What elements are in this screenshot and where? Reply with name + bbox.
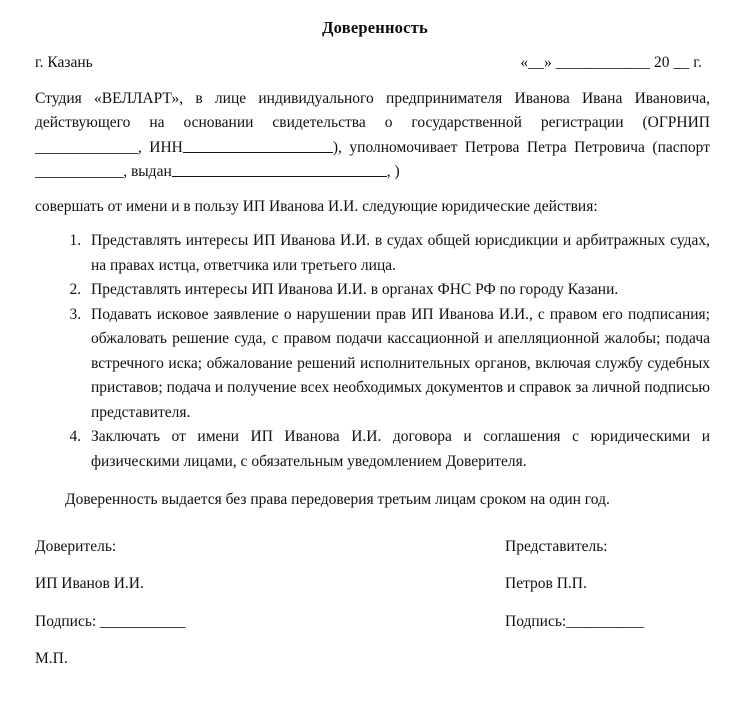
principal-name: ИП Иванов И.И. [35,575,144,593]
document-body [0,54,750,667]
representative-name: Петров П.П. [505,575,587,593]
validity-note: Доверенность выдается без права передоверия третьим лицам сроком на один год. [65,491,610,509]
signature-name-row [35,576,710,592]
principal-signature-line: Подпись: ___________ [35,612,186,630]
stamp-spacer [505,651,710,667]
list-item: 1. Представлять интересы ИП Иванова И.И. в судах общей юрисдикции и арбитражных судах, на правах истца, ответчика или третьего лица. [85,229,710,278]
city-date-row [35,54,710,72]
representative-role-label: Представитель: [505,537,608,555]
intro-text-part-1: Студия «ВЕЛЛАРТ», в лице индивидуального предпринимателя Иванова Ивана Ивановича, действующего на основании свидетельства о государственной регистрации (ОГРНИП [35,90,710,132]
stamp-mark: М.П. [35,650,68,668]
authorized-actions-list [35,229,710,474]
intro-text-part-4: , выдан [123,163,172,181]
intro-text-part-5: , ) [386,163,400,181]
list-item: 4. Заключать от имени ИП Иванова И.И. договора и соглашения с юридическими и физическими лицами, с обязательным уведомлением Доверителя. [85,425,710,474]
list-item: 3. Подавать исковое заявление о нарушении прав ИП Иванова И.И., с правом его подписания; обжаловать решение суда, с правом подачи кассационной и апелляционной жалобы; подача встречного иска; обжалование решений исполнительных органов, включая службу судебных приставов; подача и получение всех необходимых документов и справок за личной подписью представителя. [85,303,710,425]
intro-paragraph [35,87,710,185]
inn-blank [183,137,333,153]
date-blank-line: «__» ____________ 20 __ г. [520,54,702,71]
signature-block [35,539,710,667]
city-label: г. Казань [35,54,93,71]
signature-line-row [35,614,710,630]
principal-role-label: Доверитель: [35,537,117,555]
intro-text-part-2: , ИНН [137,138,183,156]
signature-role-row [35,539,710,555]
representative-signature-line: Подпись:__________ [505,612,644,630]
ogrnip-blank: ______________ [35,138,138,156]
stamp-row [35,651,710,667]
intro-text-part-3: ), уполномочивает Петрова Петра Петровича (паспорт [332,138,710,156]
page-title: Доверенность [322,18,428,37]
passport-blank: ____________ [35,163,124,181]
intro-closing-line: совершать от имени и в пользу ИП Иванова И.И. следующие юридические действия: [35,197,598,215]
issued-by-blank [172,162,387,178]
list-item: 2. Представлять интересы ИП Иванова И.И. в органах ФНС РФ по городу Казани. [85,278,710,302]
